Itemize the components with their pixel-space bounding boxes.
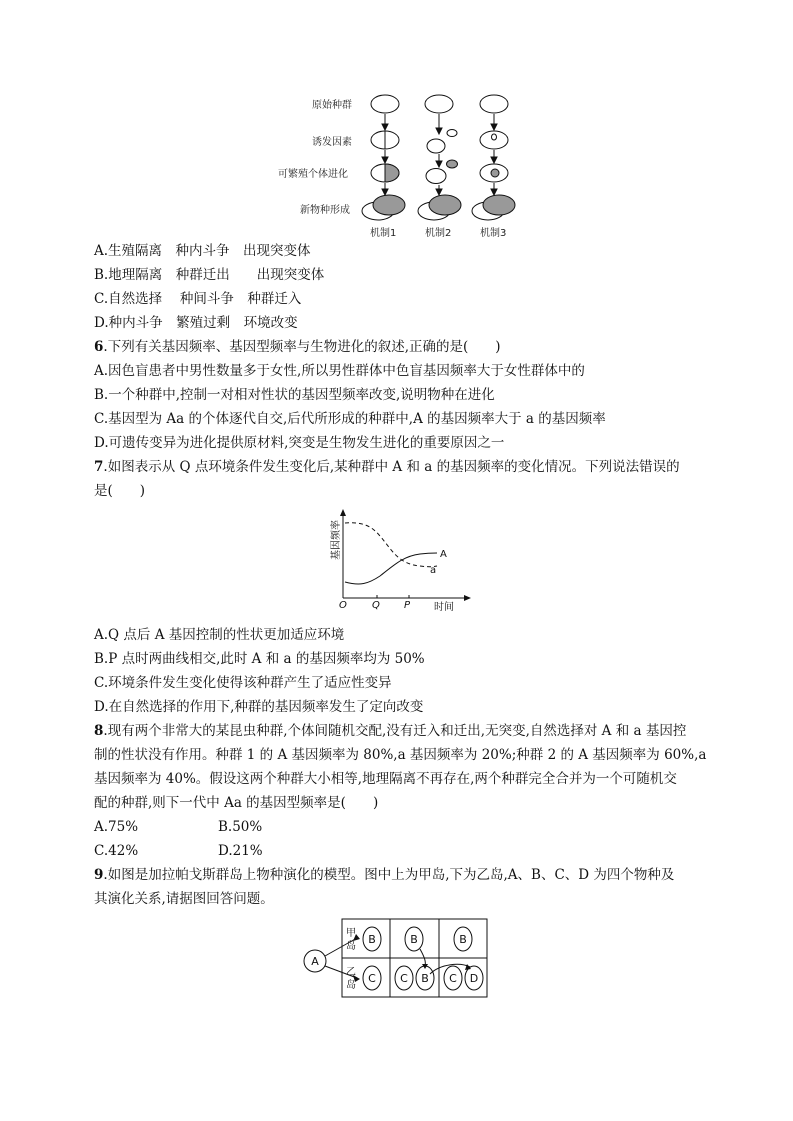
- q8-option-d: D.21%: [218, 843, 263, 859]
- chart-tick-q: Q: [372, 600, 380, 611]
- row-label-trigger: 诱发因素: [312, 137, 352, 148]
- q6-stem-text: .下列有关基因频率、基因型频率与生物进化的叙述,正确的是( ): [103, 339, 501, 355]
- species-A: A: [311, 955, 319, 968]
- q8-option-a: A.75%: [94, 819, 139, 835]
- island-top-label: 甲岛: [346, 928, 356, 952]
- series-label-a: a: [430, 565, 437, 576]
- q8-stem-2: 制的性状没有作用。种群 1 的 A 基因频率为 80%,a 基因频率为 20%;种群 2 的 A 基因频率为 60%,a: [94, 747, 707, 763]
- q8-stem-4: 配的种群,则下一代中 Aa 的基因型频率是( ): [94, 795, 379, 811]
- island-bottom-label: 乙岛: [346, 967, 356, 991]
- q8-option-c: C.42%: [94, 843, 139, 859]
- q6-number: 6: [94, 339, 104, 355]
- q7-stem-2: 是( ): [94, 483, 146, 499]
- row-label-new-species: 新物种形成: [300, 205, 350, 216]
- q9-stem: [94, 866, 674, 884]
- species-B-top2: B: [410, 933, 418, 946]
- chart-ylabel: 基因频率: [331, 520, 342, 560]
- species-B-top1: B: [368, 933, 376, 946]
- q6-option-b: B.一个种群中,控制一对相对性状的基因型频率改变,说明物种在进化: [94, 387, 495, 403]
- chart-tick-p: P: [404, 600, 411, 611]
- col-label-3: 机制3: [480, 228, 507, 239]
- species-C-bottom3: C: [449, 972, 457, 985]
- island-species-diagram: [0, 914, 793, 1004]
- q6-stem: [94, 338, 501, 356]
- q5-option-a: A.生殖隔离 种内斗争 出现突变体: [94, 243, 311, 259]
- q6-option-d: D.可遗传变异为进化提供原材料,突变是生物发生进化的重要原因之一: [94, 435, 505, 451]
- q5-option-c: C.自然选择 种间斗争 种群迁入: [94, 291, 302, 307]
- curve-a: [345, 523, 437, 567]
- q7-number: 7: [94, 459, 104, 475]
- q9-stem-2: 其演化关系,请据图回答问题。: [94, 891, 274, 907]
- row-label-original: 原始种群: [312, 100, 352, 111]
- species-C-bottom2: C: [400, 972, 408, 985]
- q9-stem-text-1: .如图是加拉帕戈斯群岛上物种演化的模型。图中上为甲岛,下为乙岛,A、B、C、D 为四个物种及: [103, 867, 675, 883]
- q8-stem-text-1: .现有两个非常大的某昆虫种群,个体间随机交配,没有迁入和迁出,无突变,自然选择对 A 和 a 基因控: [103, 723, 687, 739]
- gene-frequency-chart: [0, 506, 793, 616]
- q8-option-b: B.50%: [218, 819, 263, 835]
- species-D-bottom3: D: [469, 972, 479, 985]
- q8-stem: [94, 722, 686, 740]
- q5-option-b: B.地理隔离 种群迁出 出现突变体: [94, 267, 325, 283]
- q7-stem-text-1: .如图表示从 Q 点环境条件发生变化后,某种群中 A 和 a 的基因频率的变化情况。下列说法错误的: [103, 459, 680, 475]
- chart-origin: O: [339, 600, 347, 611]
- q7-option-a: A.Q 点后 A 基因控制的性状更加适应环境: [94, 627, 345, 643]
- q5-option-d: D.种内斗争 繁殖过剩 环境改变: [94, 315, 298, 331]
- q8-stem-3: 基因频率为 40%。假设这两个种群大小相等,地理隔离不再存在,两个种群完全合并为一个可随机交: [94, 771, 677, 787]
- q9-number: 9: [94, 867, 104, 883]
- col-label-1: 机制1: [370, 228, 397, 239]
- species-B-bottom2: B: [421, 972, 429, 985]
- q7-option-d: D.在自然选择的作用下,种群的基因频率发生了定向改变: [94, 699, 424, 715]
- speciation-mechanism-figure: [0, 0, 793, 245]
- q6-option-a: A.因色盲患者中男性数量多于女性,所以男性群体中色盲基因频率大于女性群体中的: [94, 363, 585, 379]
- species-B-top3: B: [459, 933, 467, 946]
- q7-stem: [94, 458, 680, 476]
- species-C-bottom1: C: [368, 972, 376, 985]
- q7-option-b: B.P 点时两曲线相交,此时 A 和 a 的基因频率均为 50%: [94, 651, 425, 667]
- q8-number: 8: [94, 723, 104, 739]
- q6-option-c: C.基因型为 Aa 的个体逐代自交,后代所形成的种群中,A 的基因频率大于 a 的基因频率: [94, 411, 606, 427]
- q7-option-c: C.环境条件发生变化使得该种群产生了适应性变异: [94, 675, 392, 691]
- chart-xlabel: 时间: [434, 602, 454, 613]
- col-label-2: 机制2: [425, 228, 452, 239]
- curve-A: [345, 553, 437, 584]
- row-label-evolve: 可繁殖个体进化: [278, 169, 348, 180]
- series-label-A: A: [440, 549, 447, 560]
